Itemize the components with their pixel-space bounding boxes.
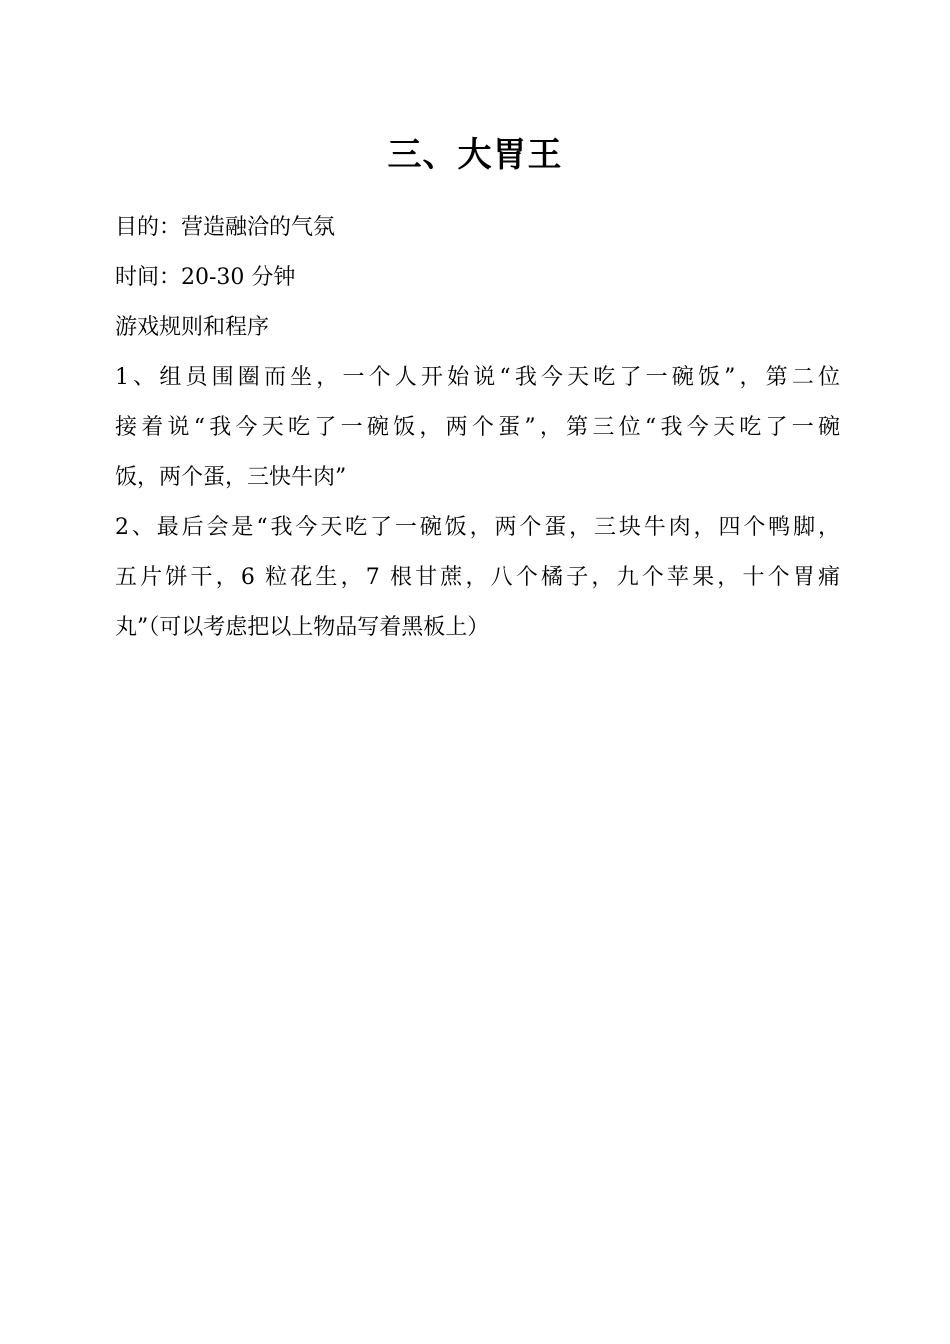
rule-1-line-3: 饭，两个蛋，三快牛肉”	[115, 465, 347, 490]
rule-2-paragraph	[115, 503, 840, 653]
rules-heading: 游戏规则和程序	[115, 315, 270, 340]
document-body	[115, 203, 840, 653]
rule-2-line-3: 丸”（可以考虑把以上物品写着黑板上）	[115, 615, 490, 640]
rule-1-paragraph	[115, 353, 840, 503]
time-line: 时间：20-30 分钟	[115, 265, 296, 290]
rule-1-line-2: 接着说“我今天吃了一碗饭，两个蛋”，第三位“我今天吃了一碗	[115, 415, 840, 440]
document-title: 三、大胃王	[387, 135, 563, 175]
purpose-line: 目的：营造融洽的气氛	[115, 215, 336, 240]
rule-2-line-2: 五片饼干，6 粒花生，7 根甘蔗，八个橘子，九个苹果，十个胃痛	[115, 565, 840, 590]
rule-2-line-1: 2、最后会是“我今天吃了一碗饭，两个蛋，三块牛肉，四个鸭脚，	[115, 515, 840, 540]
rule-1-line-1: 1、组员围圈而坐，一个人开始说“我今天吃了一碗饭”，第二位	[115, 365, 840, 390]
